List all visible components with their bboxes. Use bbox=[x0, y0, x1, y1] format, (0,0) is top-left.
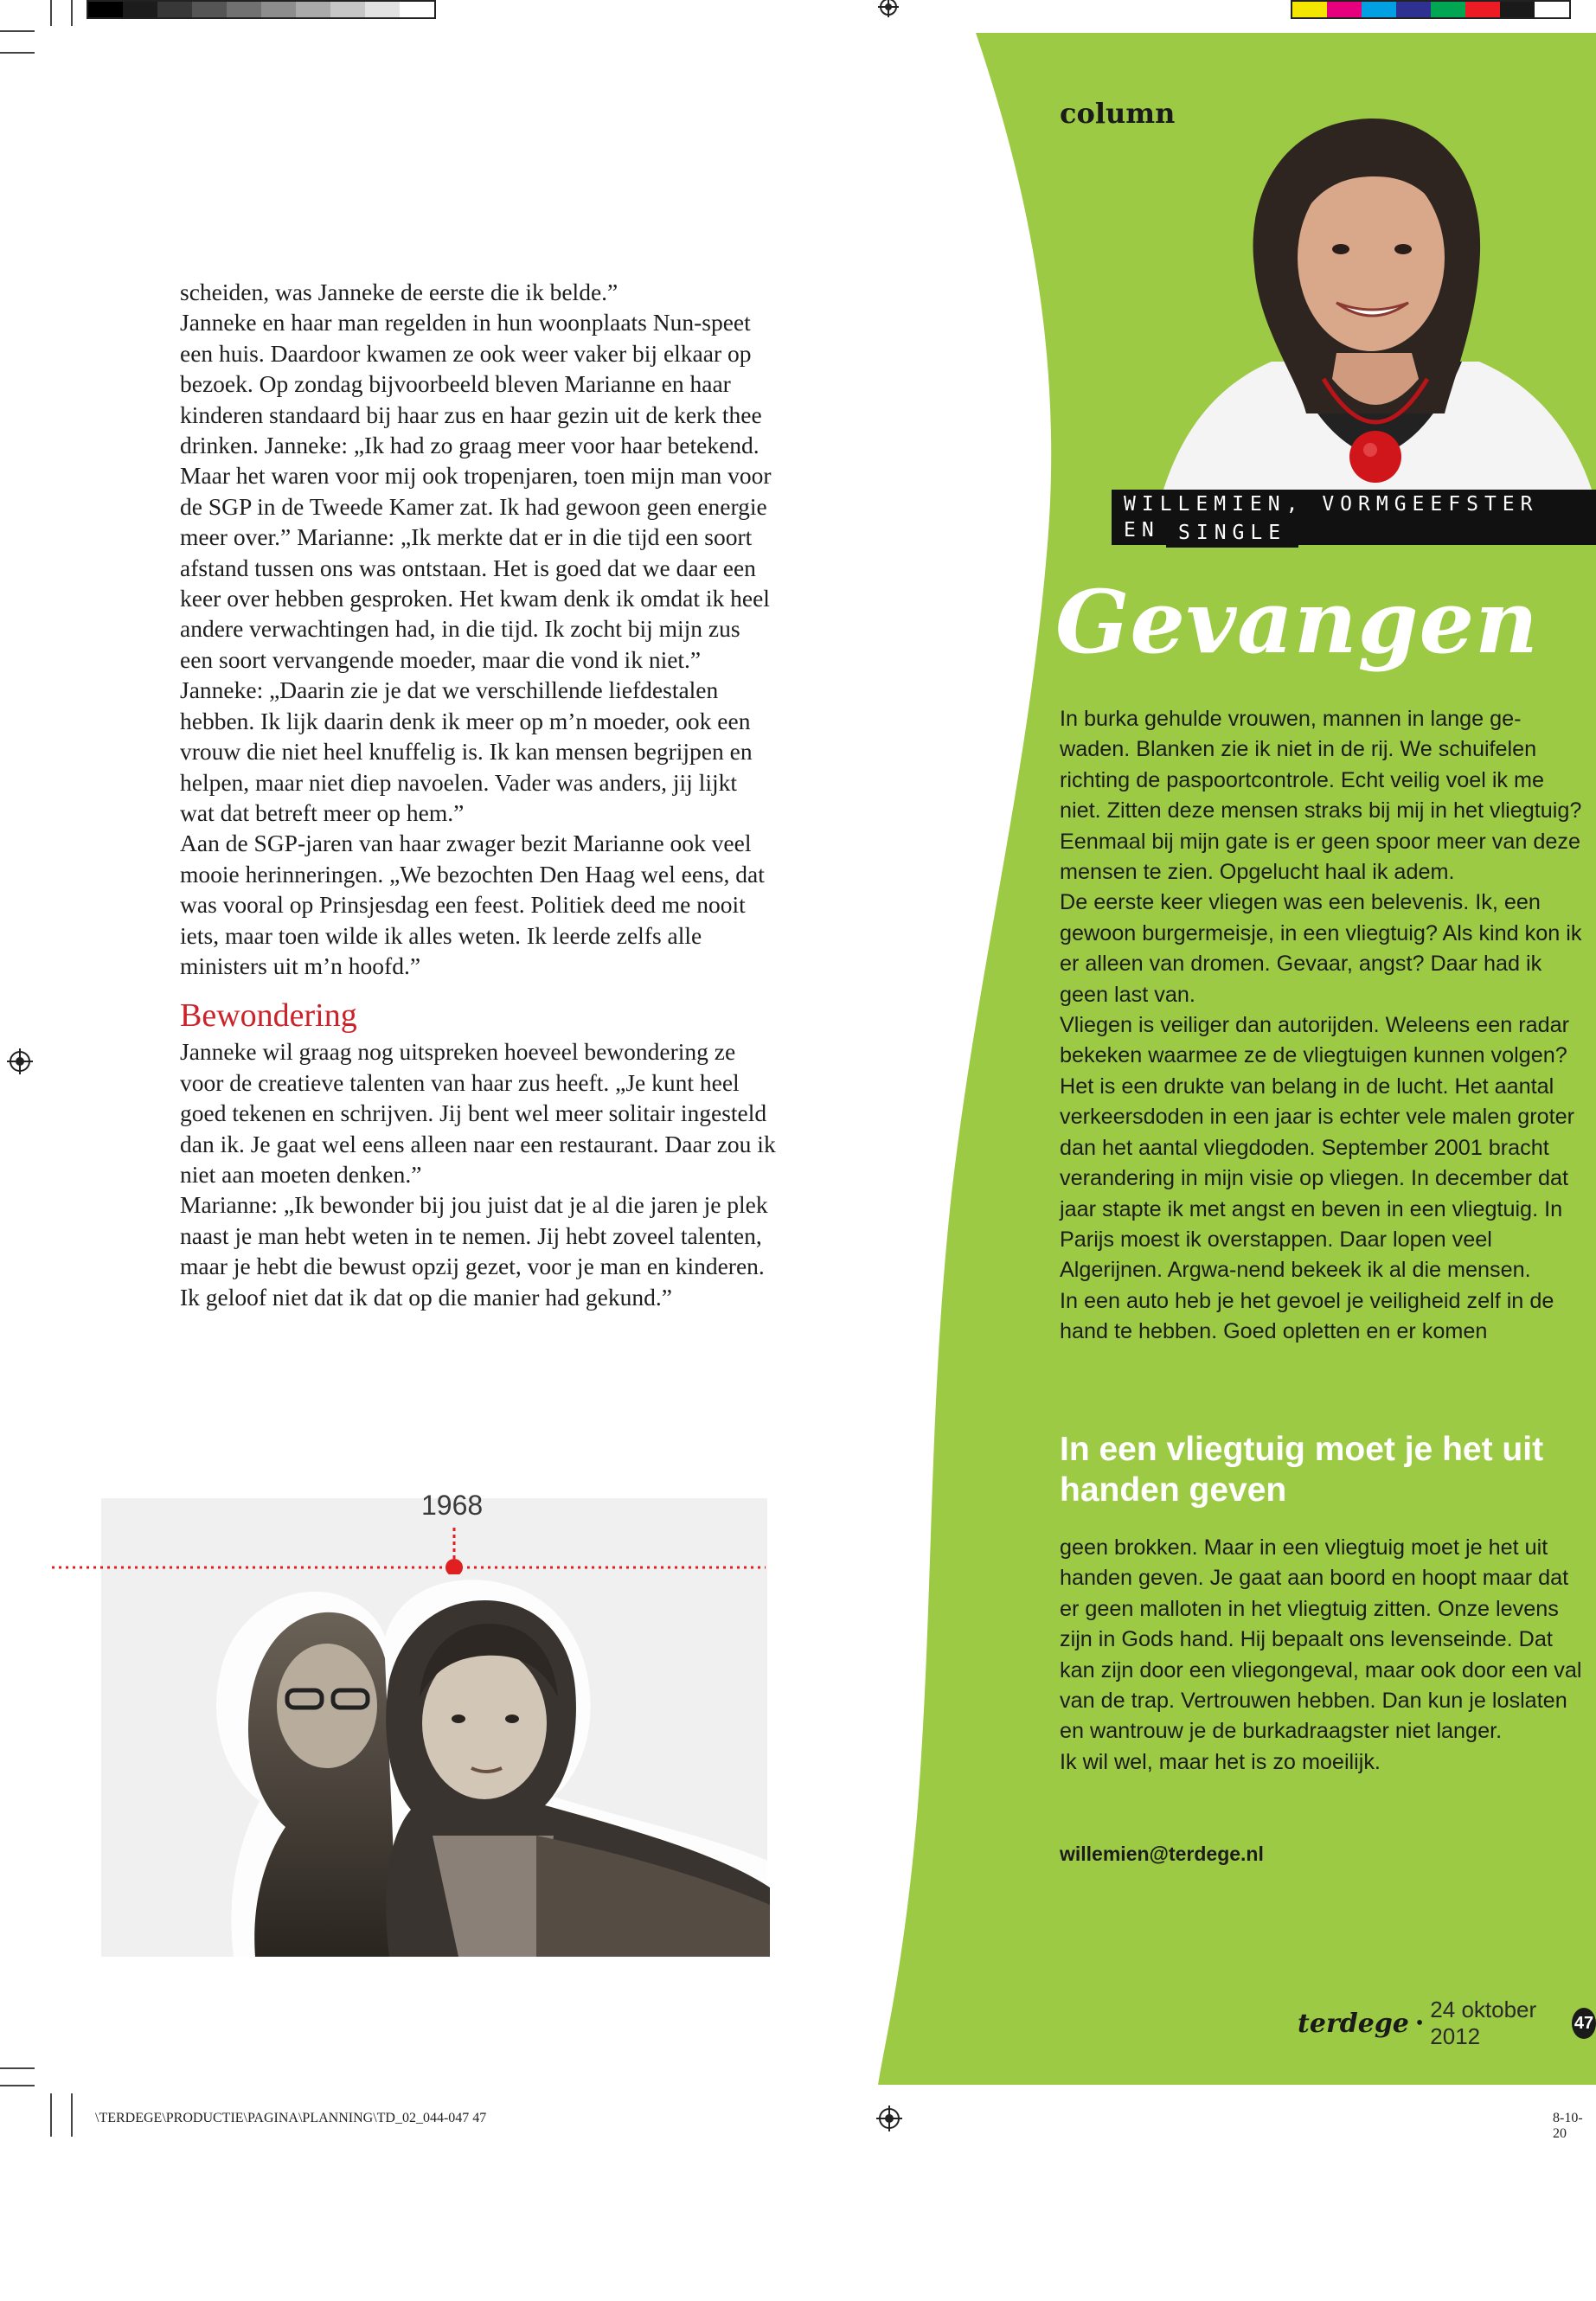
timeline bbox=[48, 1522, 774, 1574]
column-body-continued bbox=[1060, 1533, 1589, 1778]
timeline-marker-icon bbox=[445, 1559, 463, 1574]
page-number: 47 bbox=[1574, 2013, 1594, 2033]
article-subheading: Bewondering bbox=[180, 997, 357, 1035]
timeline-year: 1968 bbox=[421, 1490, 484, 1521]
page-number-badge bbox=[1572, 2008, 1596, 2039]
column-paragraph: In burka gehulde vrouwen, mannen in lange ge-waden. Blanken zie ik niet in de rij. We schuifelen richting de paspoortcontrole. Echt veilig voel ik me niet. Zitten deze mensen straks bij mij in het vliegtuig? Eenmaal bij mijn gate is er geen spoor meer van deze mensen te zien. Opgelucht haal ik adem. bbox=[1060, 707, 1582, 885]
column-paragraph: De eerste keer vliegen was een belevenis. Ik, een gewoon burgermeisje, in een vliegtuig? Als kind kon ik er alleen van dromen. Gevaar, angst? Daar had ik geen last van. bbox=[1060, 890, 1582, 1007]
columnist-email[interactable]: willemien@terdege.nl bbox=[1060, 1843, 1264, 1865]
footer-bullet: • bbox=[1415, 2011, 1424, 2035]
article-paragraph: Janneke: „Daarin zie je dat we verschillende liefdestalen hebben. Ik lijk daarin denk ik meer op m’n moeder, ook een vrouw die niet heel knuffelig is. Ik kan mensen begrijpen en helpen, maar niet diep navoelen. Vader was anders, jij lijkt wat dat betreft meer op hem.” bbox=[180, 676, 753, 826]
column-paragraph: geen brokken. Maar in een vliegtuig moet je het uit handen geven. Je gaat aan boord en hoopt maar dat er geen malloten in het vliegtuig zitten. Onze levens zijn in Gods hand. Hij bepaalt ons levenseinde. Dat kan zijn door een vliegongeval, maar ook door een val van de trap. Vertrouwen hebben. Dan kun je loslaten en wantrouw je de burkadraagster niet langer. bbox=[1060, 1535, 1582, 1744]
print-slug-path: \TERDEGE\PRODUCTIE\PAGINA\PLANNING\TD_02_044-047 47 bbox=[95, 2111, 487, 2125]
article-paragraph: Aan de SGP-jaren van haar zwager bezit Marianne ook veel mooie herinneringen. „We bezochten Den Haag wel eens, dat was vooral op Prinsjesdag een feest. Politiek deed me nooit iets, maar toen wilde ik alles weten. Ik leerde zelfs alle ministers uit m’n hoofd.” bbox=[180, 830, 765, 979]
article-paragraph: Janneke en haar man regelden in hun woonplaats Nun-speet een huis. Daardoor kwamen ze ook weer vaker bij elkaar op bezoek. Op zondag bijvoorbeeld bleven Marianne en haar kinderen standaard bij haar zus en haar gezin uit de kerk thee drinken. Janneke: „Ik had zo graag meer voor haar betekend. Maar het waren voor mij ook tropenjaren, toen mijn man voor de SGP in de Tweede Kamer zat. Ik had gewoon geen energie meer over.” Marianne: „Ik merkte dat er in die tijd een soort afstand tussen ons was ontstaan. Het is goed dat we daar een keer over hebben gesproken. Het kwam denk ik omdat ik heel andere verwachtingen had, in die tijd. Ik zocht bij mijn zus een soort vervangende moeder, maar die vond ik niet.” bbox=[180, 309, 772, 673]
columnist-caption-line: SINGLE bbox=[1166, 518, 1298, 548]
column-paragraph: Vliegen is veiliger dan autorijden. Weleens een radar bekeken waarmee ze de vliegtuigen kunnen volgen? Het is een drukte van belang in de lucht. Het aantal verkeersdoden in een jaar is echter vele malen groter dan het aantal vliegdoden. September 2001 bracht verandering in mijn visie op vliegen. In december dat jaar stapte ik met angst en beven in een vliegtuig. In Parijs moest ik overstappen. Daar lopen veel Algerijnen. Argwa-nend bekeek ik al die mensen. bbox=[1060, 1013, 1575, 1283]
column-paragraph: In een auto heb je het gevoel je veiligheid zelf in de hand te hebben. Goed opletten en er komen bbox=[1060, 1288, 1554, 1344]
column-paragraph: Ik wil wel, maar het is zo moeilijk. bbox=[1060, 1749, 1381, 1774]
pull-quote: In een vliegtuig moet je het uit handen geven bbox=[1060, 1431, 1544, 1509]
article-paragraph: Marianne: „Ik bewonder bij jou juist dat je al die jaren je plek naast je man hebt weten in te nemen. Jij hebt zoveel talenten, maar je hebt die bewust opzij gezet, voor je man en kinderen. Ik geloof niet dat ik dat op die manier had gekund.” bbox=[180, 1191, 768, 1311]
columnist-portrait bbox=[1159, 102, 1596, 504]
portrait-photo-1968 bbox=[173, 1576, 770, 1957]
article-body bbox=[180, 277, 777, 1312]
column-body bbox=[1060, 704, 1589, 1348]
column-title: Gevangen bbox=[1055, 571, 1539, 673]
article-paragraph: scheiden, was Janneke de eerste die ik belde.” bbox=[180, 279, 619, 305]
section-label: column bbox=[1060, 97, 1176, 130]
issue-date: 24 oktober 2012 bbox=[1430, 1997, 1537, 2049]
brand-logo: terdege bbox=[1298, 2008, 1409, 2039]
article-paragraph: Janneke wil graag nog uitspreken hoeveel bewondering ze voor de creatieve talenten van haar zus heeft. „Je kunt heel goed tekenen en schrijven. Jij bent wel meer solitair ingesteld dan ik. Je gaat wel eens alleen naar een restaurant. Daar zou ik niet aan moeten denken.” bbox=[180, 1038, 776, 1188]
page-footer bbox=[1298, 1997, 1596, 2050]
columnist-caption-line: WILLEMIEN, VORMGEEFSTER EN bbox=[1112, 490, 1596, 545]
print-slug-date: 8-10-20 bbox=[1553, 2111, 1583, 2141]
